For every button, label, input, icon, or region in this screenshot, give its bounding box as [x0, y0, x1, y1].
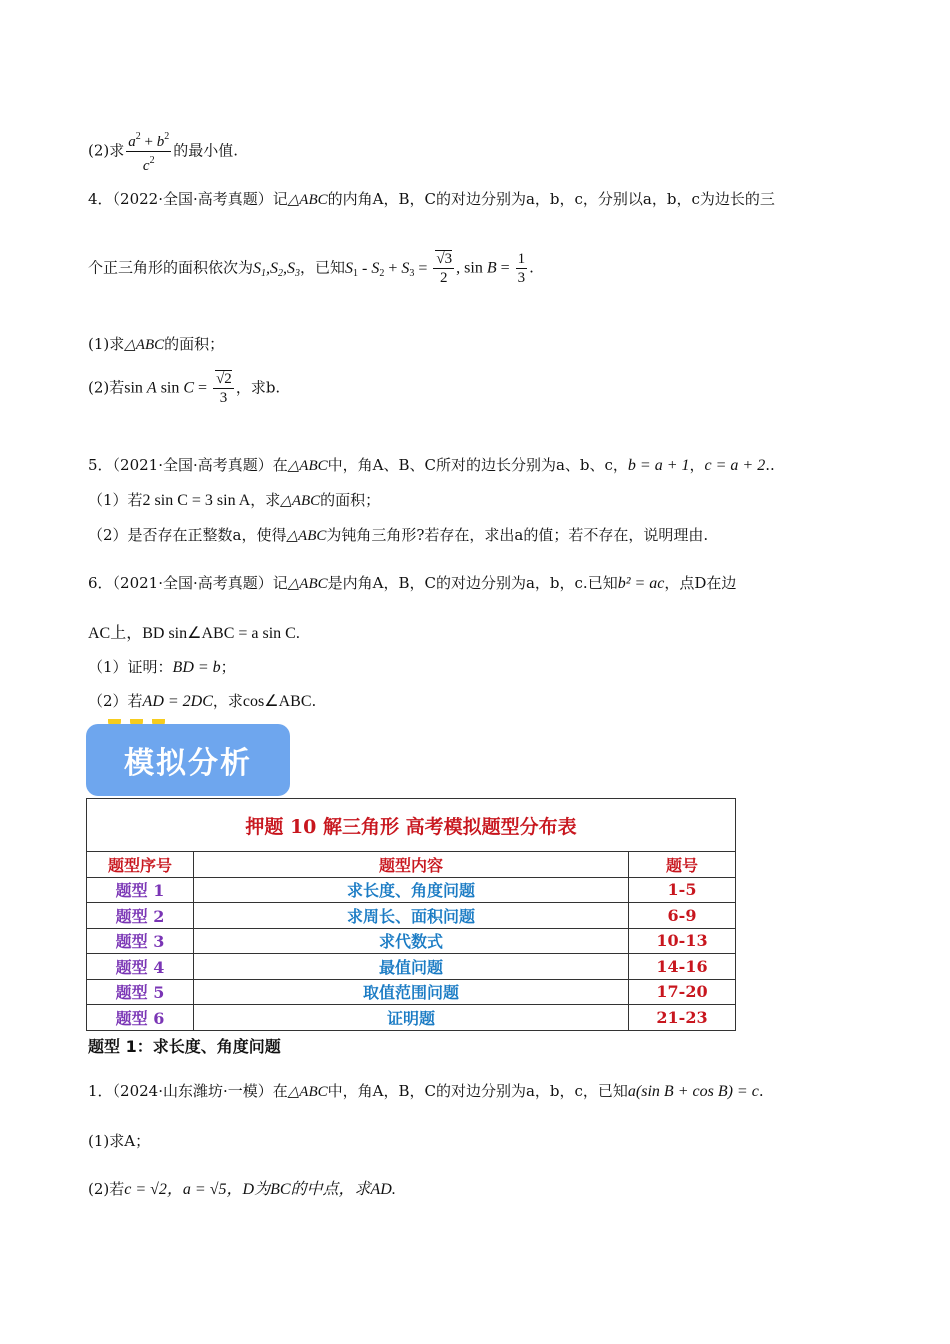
fraction-a2b2-over-c2: $\frac{a^2 + b^2}{c^2}$ — [126, 128, 171, 175]
q6-line2: AC上，BD sin∠ABC = a sin C. — [88, 625, 300, 642]
q5-line1: 5．（2021·全国·高考真题）在△ABC中，角A、B、C所对的边长分别为a、b、c，b = a + 1，c = a + 2.. — [88, 456, 775, 474]
q6-line1: 6．（2021·全国·高考真题）记△ABC是内角A，B，C的对边分别为a，b，c.已知b² = ac，点D在边 — [88, 574, 737, 592]
s1-part2: (2)若c = √2，a = √5，D为BC的中点，求AD. — [88, 1180, 396, 1198]
table-row: 题型 3 求代数式 10-13 — [87, 928, 736, 954]
table-row: 题型 6 证明题 21-23 — [87, 1005, 736, 1031]
q4-part2: (2)若sin A sin C = $\frac{√2}{3}$ ，求b. — [88, 371, 281, 406]
distribution-table — [86, 798, 736, 1031]
section-banner: 模拟分析 — [86, 724, 290, 796]
s1-line1: 1．（2024·山东潍坊·一模）在△ABC中，角A，B，C的对边分别为a，b，c，已知a(sin B + cos B) = c. — [88, 1082, 764, 1100]
table-title: 押题 10 解三角形 高考模拟题型分布表 — [87, 799, 736, 852]
q4-line2: 个正三角形的面积依次为$S_1,S_2,S_3$，已知$S_1 - S_2 + S_3$ = $\frac{√3}{2}$ , sin B = $\frac{1}{3}$ . — [88, 251, 534, 286]
table-row: 题型 5 取值范围问题 17-20 — [87, 979, 736, 1005]
q4-part1: (1)求△ABC的面积； — [88, 335, 225, 353]
q6-part1: （1）证明：BD = b； — [88, 658, 236, 676]
q5-part2: （2）是否存在正整数a，使得△ABC为钝角三角形?若存在，求出a的值；若不存在，说明理由. — [88, 526, 709, 544]
q3-part2-prefix: (2)求 — [88, 141, 125, 160]
table-header: 题型内容 — [194, 852, 629, 878]
table-row: 题型 1 求长度、角度问题 1-5 — [87, 877, 736, 903]
table-header: 题号 — [629, 852, 736, 878]
s1-part1: (1)求A； — [88, 1132, 151, 1150]
table-row: 题型 4 最值问题 14-16 — [87, 954, 736, 980]
q5-part1: （1）若2 sin C = 3 sin A，求△ABC的面积； — [88, 491, 381, 509]
table-header: 题型序号 — [87, 852, 194, 878]
table-row: 题型 2 求周长、面积问题 6-9 — [87, 903, 736, 929]
q4-line1: 4．（2022·全国·高考真题）记△ABC的内角A，B，C的对边分别为a，b，c，分别以a，b，c为边长的三 — [88, 190, 775, 208]
section-heading: 题型 1：求长度、角度问题 — [88, 1037, 281, 1056]
q3-part2-suffix: 的最小值. — [173, 141, 238, 160]
q3-part2 — [88, 128, 238, 175]
q6-part2: （2）若AD = 2DC，求cos∠ABC. — [88, 692, 317, 710]
